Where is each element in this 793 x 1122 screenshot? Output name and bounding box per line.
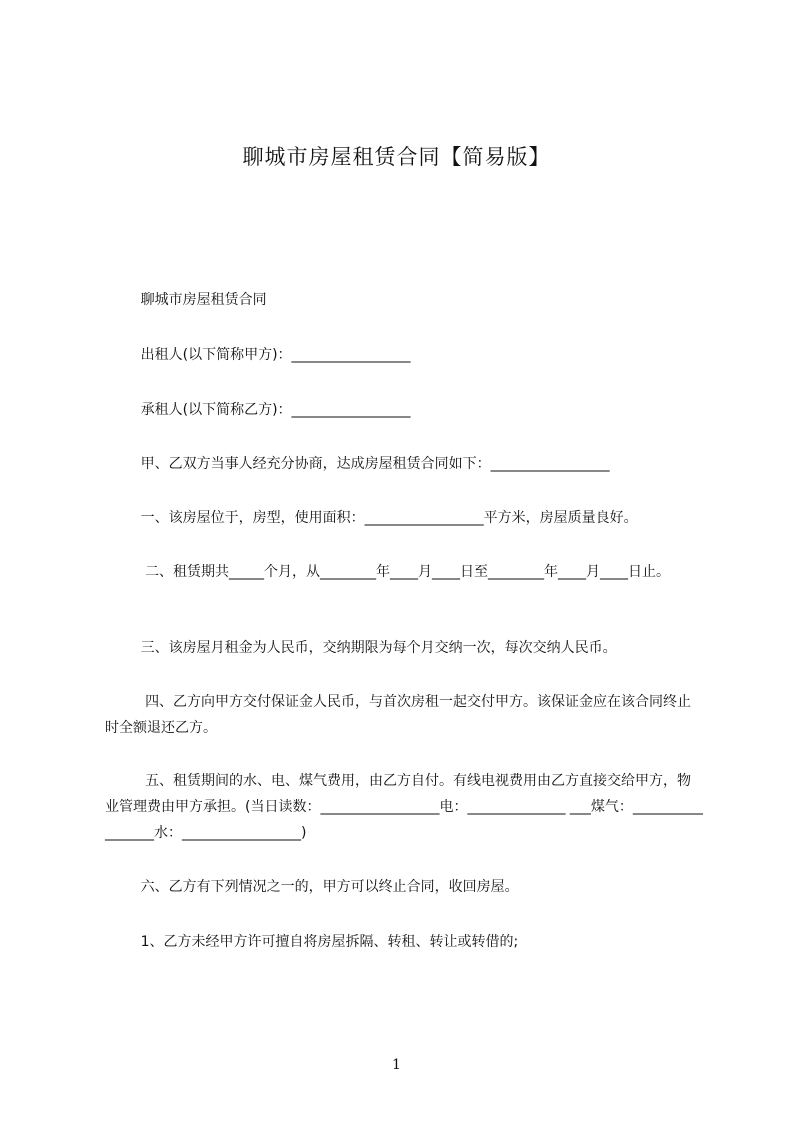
paragraph-contract-name: 聊城市房屋租赁合同: [105, 292, 267, 308]
page-number: 1: [392, 1057, 401, 1073]
document-title: 聊城市房屋租赁合同【简易版】: [242, 145, 551, 169]
paragraph-clause-2: 二、租赁期共_____个月，从________年____月____日至________年____月____日止。: [105, 564, 671, 580]
paragraph-clause-6: 六、乙方有下列情况之一的，甲方可以终止合同，收回房屋。: [105, 879, 519, 895]
paragraph-clause-3: 三、该房屋月租金为人民币，交纳期限为每个月交纳一次，每次交纳人民币。: [105, 640, 617, 656]
paragraph-lessee: 承租人(以下简称乙方)：_________________: [105, 402, 411, 418]
paragraph-clause-6-item-1: 1、乙方未经甲方许可擅自将房屋拆隔、转租、转让或转借的;: [105, 934, 519, 950]
paragraph-lessor: 出租人(以下简称甲方)：_________________: [105, 347, 411, 363]
paragraph-agreement-intro: 甲、乙双方当事人经充分协商，达成房屋租赁合同如下：_________________: [105, 456, 610, 472]
paragraph-clause-5: 五、租赁期间的水、电、煤气费用，由乙方自付。有线电视费用由乙方直接交给甲方，物业管理费由甲方承担。(当日读数：_________________电：______________ ___煤气：_________________水：_________________): [105, 773, 703, 841]
paragraph-clause-1: 一、该房屋位于，房型，使用面积：_________________平方米，房屋质量良好。: [105, 510, 638, 526]
paragraph-clause-4: 四、乙方向甲方交付保证金人民币，与首次房租一起交付甲方。该保证金应在该合同终止时全额退还乙方。: [105, 694, 692, 736]
